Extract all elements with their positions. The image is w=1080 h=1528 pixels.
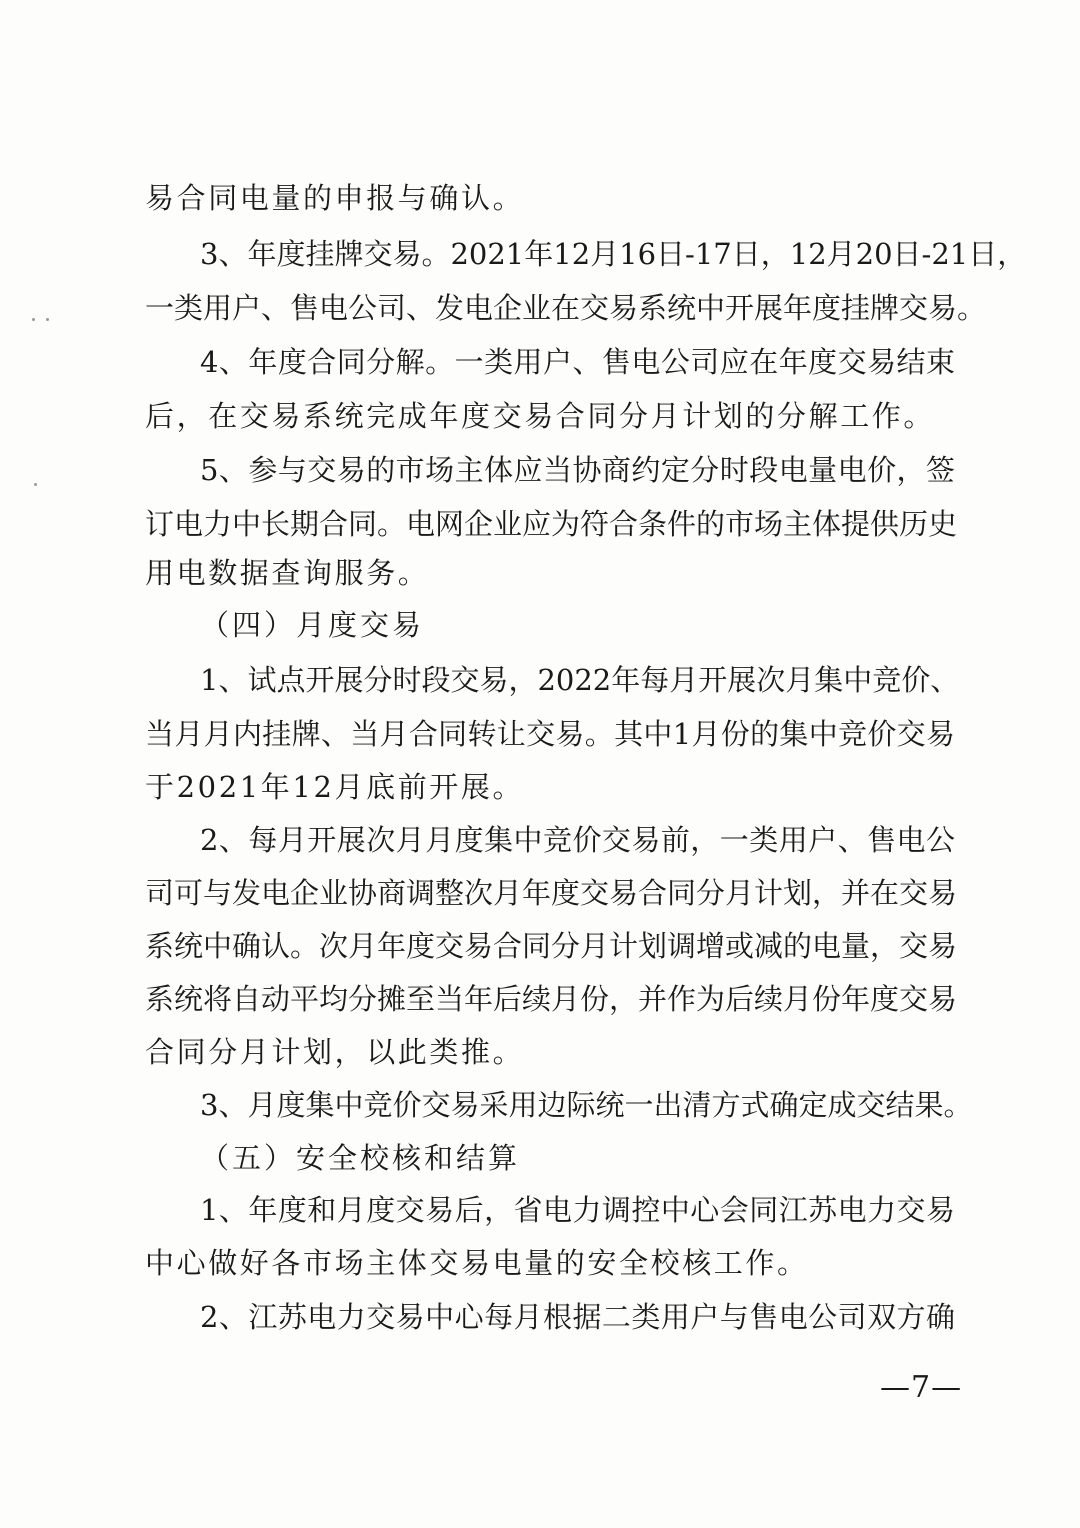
text-line: 当月月内挂牌、当月合同转让交易。其中1月份的集中竞价交易 bbox=[145, 717, 955, 751]
text-line: 3、年度挂牌交易。2021年12月16日-17日，12月20日-21日， bbox=[200, 237, 1027, 271]
text-line: 订电力中长期合同。电网企业应为符合条件的市场主体提供历史 bbox=[145, 507, 958, 541]
text-line: 后，在交易系统完成年度交易合同分月计划的分解工作。 bbox=[145, 399, 936, 433]
text-line: 合同分月计划，以此类推。 bbox=[145, 1035, 525, 1069]
text-line: 3、月度集中竞价交易采用边际统一出清方式确定成交结果。 bbox=[200, 1088, 973, 1122]
section-heading: （四）月度交易 bbox=[200, 608, 425, 642]
text-line: 用电数据查询服务。 bbox=[145, 556, 430, 590]
page-number: —7— bbox=[880, 1370, 963, 1405]
scan-speck bbox=[46, 318, 49, 321]
text-line: 2、江苏电力交易中心每月根据二类用户与售电公司双方确 bbox=[200, 1300, 955, 1334]
section-heading: （五）安全校核和结算 bbox=[200, 1141, 521, 1175]
text-line: 中心做好各市场主体交易电量的安全校核工作。 bbox=[145, 1246, 809, 1280]
scan-speck bbox=[34, 483, 37, 486]
text-line: 系统将自动平均分摊至当年后续月份，并作为后续月份年度交易 bbox=[145, 982, 958, 1016]
text-line: 一类用户、售电公司、发电企业在交易系统中开展年度挂牌交易。 bbox=[145, 291, 987, 325]
text-line: 系统中确认。次月年度交易合同分月计划调增或减的电量，交易 bbox=[145, 929, 958, 963]
text-line: 5、参与交易的市场主体应当协商约定分时段电量电价，签 bbox=[200, 453, 955, 487]
text-line: 易合同电量的申报与确认。 bbox=[145, 181, 525, 215]
text-line: 1、年度和月度交易后，省电力调控中心会同江苏电力交易 bbox=[200, 1193, 955, 1227]
text-line: 于2021年12月底前开展。 bbox=[145, 770, 525, 804]
text-line: 司可与发电企业协商调整次月年度交易合同分月计划，并在交易 bbox=[145, 876, 958, 910]
text-line: 1、试点开展分时段交易，2022年每月开展次月集中竞价、 bbox=[200, 663, 960, 697]
text-line: 4、年度合同分解。一类用户、售电公司应在年度交易结束 bbox=[200, 345, 955, 379]
scan-speck bbox=[32, 318, 35, 321]
text-line: 2、每月开展次月月度集中竞价交易前，一类用户、售电公 bbox=[200, 823, 955, 857]
